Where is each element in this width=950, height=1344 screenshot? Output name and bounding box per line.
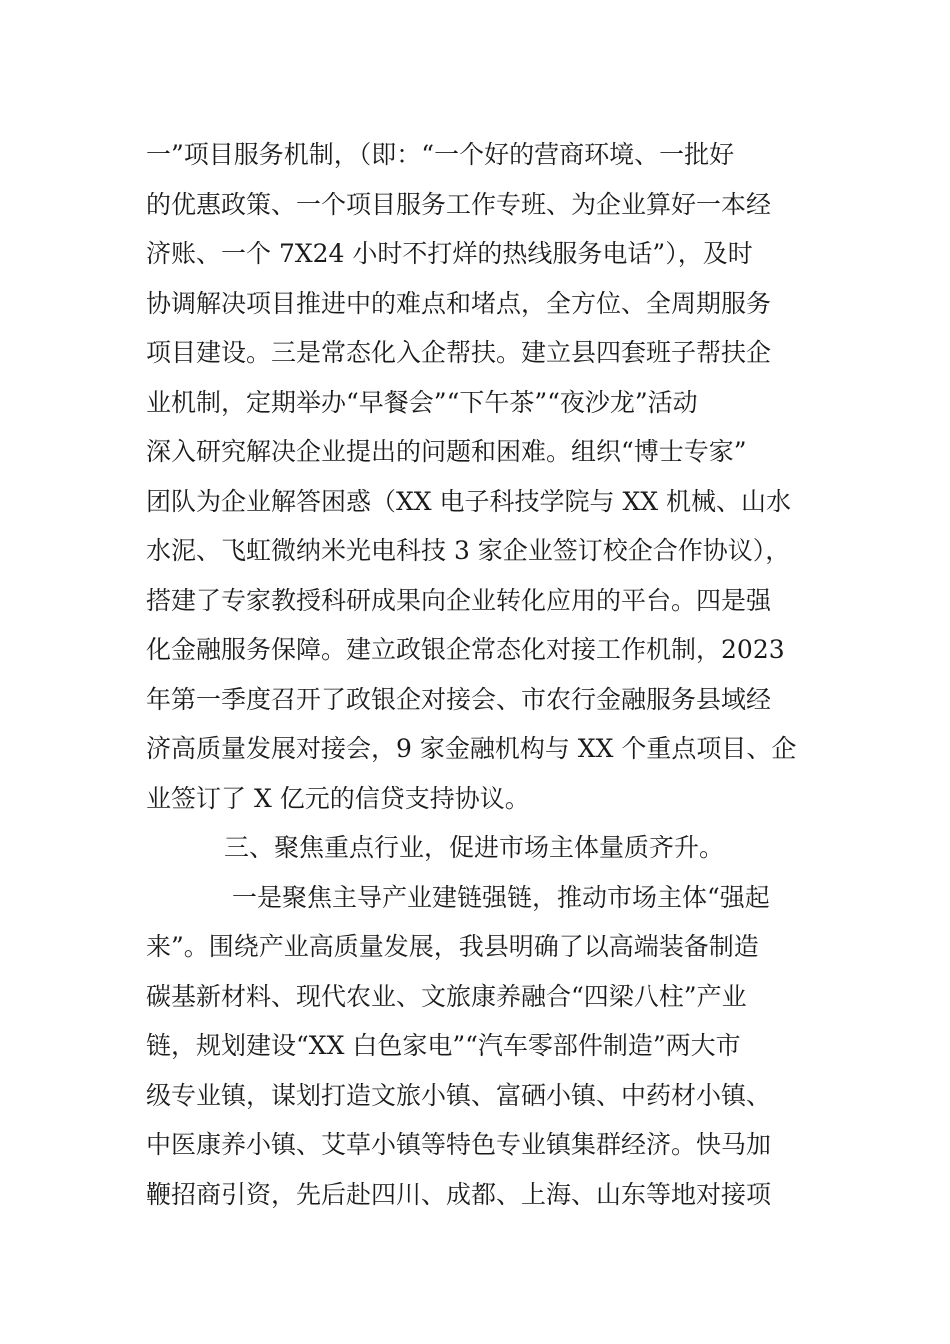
paragraph-line: 深入研究解决企业提出的问题和困难。组织“博士专家” [146,437,747,466]
paragraph-line: 碳基新材料、现代农业、文旅康养融合“四梁八柱”产业 [146,981,747,1011]
paragraph-line: 团队为企业解答困惑（XX 电子科技学院与 XX 机械、山水 [146,486,792,516]
paragraph-line: 济高质量发展对接会，9 家金融机构与 XX 个重点项目、企 [146,734,797,763]
paragraph-line: 搭建了专家教授科研成果向企业转化应用的平台。四是强 [146,585,772,615]
paragraph-line: 中医康养小镇、艾草小镇等特色专业镇集群经济。快马加 [146,1130,772,1159]
paragraph-line: 化金融服务保障。建立政银企常态化对接工作机制，2023 [146,635,785,664]
paragraph-line: 项目建设。三是常态化入企帮扶。建立县四套班子帮扶企 [146,338,772,367]
paragraph-line: 一是聚焦主导产业建链强链，推动市场主体“强起 [232,882,770,912]
paragraph-line: 济账、一个 7X24 小时不打烊的热线服务电话”），及时 [146,239,753,268]
paragraph-line: 级专业镇，谋划打造文旅小镇、富硒小镇、中药材小镇、 [146,1080,772,1110]
document-body [146,130,816,1219]
paragraph-line: 鞭招商引资，先后赴四川、成都、上海、山东等地对接项 [146,1179,772,1209]
paragraph-line: 水泥、飞虹微纳米光电科技 3 家企业签订校企合作协议）， [146,536,791,565]
section-heading: 三、聚焦重点行业，促进市场主体量质齐升。 [224,833,725,862]
paragraph-line: 来”。围绕产业高质量发展，我县明确了以高端装备制造 [146,932,759,961]
paragraph-line: 业机制，定期举办“早餐会”“下午茶”“夜沙龙”活动 [146,387,698,417]
paragraph-line: 链，规划建设“XX 白色家电”“汽车零部件制造”两大市 [146,1031,741,1060]
paragraph-line: 协调解决项目推进中的难点和堵点，全方位、全周期服务 [146,288,772,318]
paragraph-line: 一”项目服务机制，（即：“一个好的营商环境、一批好 [146,140,735,169]
paragraph-line: 业签订了 X 亿元的信贷支持协议。 [146,783,530,813]
paragraph-line: 年第一季度召开了政银企对接会、市农行金融服务县域经 [146,684,772,714]
paragraph-line: 的优惠政策、一个项目服务工作专班、为企业算好一本经 [146,189,772,219]
